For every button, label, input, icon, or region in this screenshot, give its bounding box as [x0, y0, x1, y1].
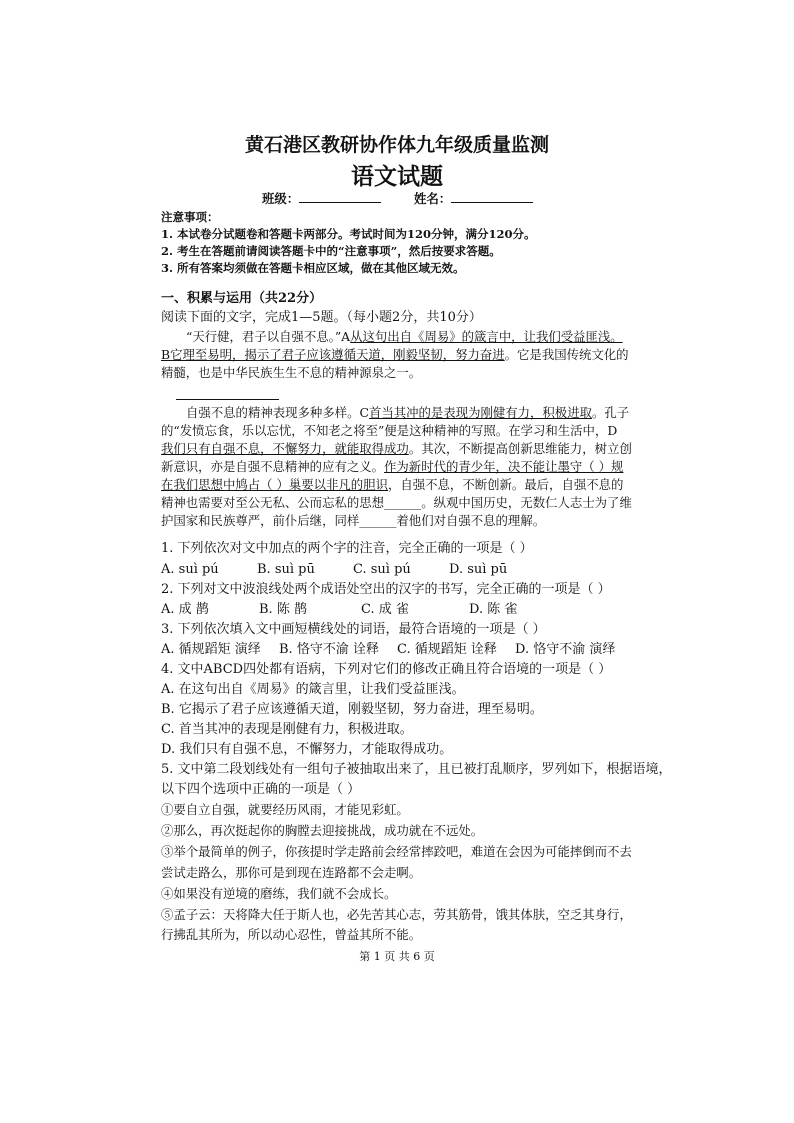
divider-line [176, 399, 279, 400]
passage-line [161, 476, 623, 494]
section-heading: 一、积累与运用（共22分） [161, 291, 323, 306]
sentence-item: ②那么，再次挺起你的胸膛去迎接挑战，成功就在不远处。 [161, 823, 484, 838]
passage-line [186, 328, 623, 346]
passage-line: 精髓，也是中华民族生生不息的精神源泉之一。 [161, 365, 422, 380]
option-a: A. 在这句出自《周易》的箴言里，让我们受益匪浅。 [161, 682, 465, 697]
exam-title: 黄石港区教研协作体九年级质量监测 [244, 134, 549, 156]
question-options [161, 641, 615, 659]
note-item: 2. 考生在答题前请阅读答题卡中的“注意事项”，然后按要求答题。 [161, 244, 501, 258]
option-b: B. 它揭示了君子应该遵循天道，刚毅坚韧，努力奋进，理至易明。 [161, 702, 543, 717]
note-item: 3. 所有答案均须做在答题卡相应区域，做在其他区域无效。 [161, 261, 465, 275]
option-c: C. 首当其冲的表现是刚健有力，积极进取。 [161, 722, 413, 737]
page-number: 第 1 页 共 6 页 [359, 950, 435, 963]
option-c: C. suì pú [353, 562, 411, 577]
underlined-sentence-c: 首当其冲的是表现为刚健有力，积极进取 [368, 405, 592, 420]
option-a: A. 循规蹈矩 演绎 [161, 642, 261, 657]
question-stem-continued: 以下四个选项中正确的一项是（ ） [161, 782, 361, 797]
passage-text: 自强不息的精神表现多种多样。C [186, 405, 369, 420]
passage-line [186, 404, 629, 422]
question-stem: 4. 文中ABCD四处都有语病，下列对它们的修改正确且符合语境的一项是（ ） [161, 662, 612, 677]
option-d: D. 恪守不渝 演绎 [515, 642, 616, 657]
sentence-item: 行拂乱其所为，所以动心忍性，曾益其所不能。 [161, 927, 422, 942]
sentence-item: ③举个最简单的例子，你孩提时学走路前会经常摔跤吧，难道在会因为可能摔倒而不去 [161, 844, 632, 859]
question-options [161, 601, 517, 619]
section-intro: 阅读下面的文字，完成1—5题。（每小题2分，共10分） [161, 310, 482, 325]
passage-line: 精神也需要对至公无私、公而忘私的思想______。纵观中国历史，无数仁人志士为了维 [161, 495, 632, 510]
passage-text: 新意识，亦是自强不息精神的应有之义。 [161, 459, 385, 474]
option-a: A. 成 鹊 [161, 602, 209, 617]
wavy-line-idiom: 作为新时代的青少年，决不能让墨守（ ）规 [384, 459, 624, 474]
passage-line [161, 346, 629, 364]
sentence-item: ⑤孟子云：天将降大任于斯人也，必先苦其心志，劳其筋骨，饿其体肤，空乏其身行， [161, 907, 632, 922]
passage-text: 。它是我国传统文化的 [504, 347, 629, 362]
option-b: B. suì pū [257, 562, 315, 577]
passage-text: “天行健，君子以自强不息。”A [186, 329, 351, 344]
passage-line [161, 458, 623, 476]
option-d: D. suì pū [449, 562, 508, 577]
passage-text: 。其次，不断提高创新思维能力，树立创 [408, 441, 632, 456]
passage-line [161, 440, 632, 458]
question-stem: 1. 下列依次对文中加点的两个字的注音，完全正确的一项是（ ） [161, 541, 533, 556]
passage-text: 。孔子 [591, 405, 630, 420]
question-options [161, 561, 507, 579]
option-c: C. 循规蹈矩 诠释 [397, 642, 497, 657]
notes-heading: 注意事项： [161, 210, 219, 224]
underlined-sentence-d: 我们只有自强不息，不懈努力，就能取得成功 [161, 441, 409, 456]
name-field [414, 190, 533, 208]
question-stem: 3. 下列依次填入文中画短横线处的词语，最符合语境的一项是（ ） [161, 622, 546, 637]
exam-subject: 语文试题 [351, 163, 443, 190]
class-label: 班级： [262, 191, 300, 206]
option-b: B. 恪守不渝 诠释 [279, 642, 379, 657]
sentence-item: 尝试走路么，那你可是到现在连路都不会走啊。 [161, 865, 422, 880]
wavy-line-idiom: 在我们思想中鸠占（ ）巢要以非凡的胆识 [161, 477, 388, 492]
option-d: D. 我们只有自强不息，不懈努力，才能取得成功。 [161, 742, 453, 757]
question-stem: 2. 下列对文中波浪线处两个成语处空出的汉字的书写，完全正确的一项是（ ） [161, 582, 611, 597]
underlined-sentence-b: B它理至易明，揭示了君子应该遵循天道，刚毅坚韧，努力奋进 [161, 347, 505, 362]
passage-line: 护国家和民族尊严，前仆后继，同样______着他们对自强不息的理解。 [161, 513, 546, 528]
option-c: C. 成 雀 [361, 602, 409, 617]
note-item: 1. 本试卷分试题卷和答题卡两部分。考试时间为120分钟，满分120分。 [161, 227, 536, 241]
class-field [262, 190, 381, 208]
sentence-item: ④如果没有逆境的磨练，我们就不会成长。 [161, 886, 397, 901]
option-a: A. suì pú [161, 562, 219, 577]
question-stem: 5. 文中第二段划线处有一组句子被抽取出来了，且已被打乱顺序，罗列如下，根据语境， [161, 762, 672, 777]
option-b: B. 陈 鹊 [259, 602, 307, 617]
option-d: D. 陈 雀 [469, 602, 518, 617]
sentence-item: ①要自立自强，就要经历风雨，才能见彩虹。 [161, 802, 409, 817]
passage-text: ，自强不息，不断创新。最后，自强不息的 [387, 477, 624, 492]
name-label: 姓名： [414, 191, 452, 206]
passage-line: 的“发愤忘食，乐以忘忧，不知老之将至”便是这种精神的写照。在学习和生活中，D [161, 423, 618, 438]
underlined-sentence-a: 从这句出自《周易》的箴言中，让我们受益匪浅。 [350, 329, 623, 344]
